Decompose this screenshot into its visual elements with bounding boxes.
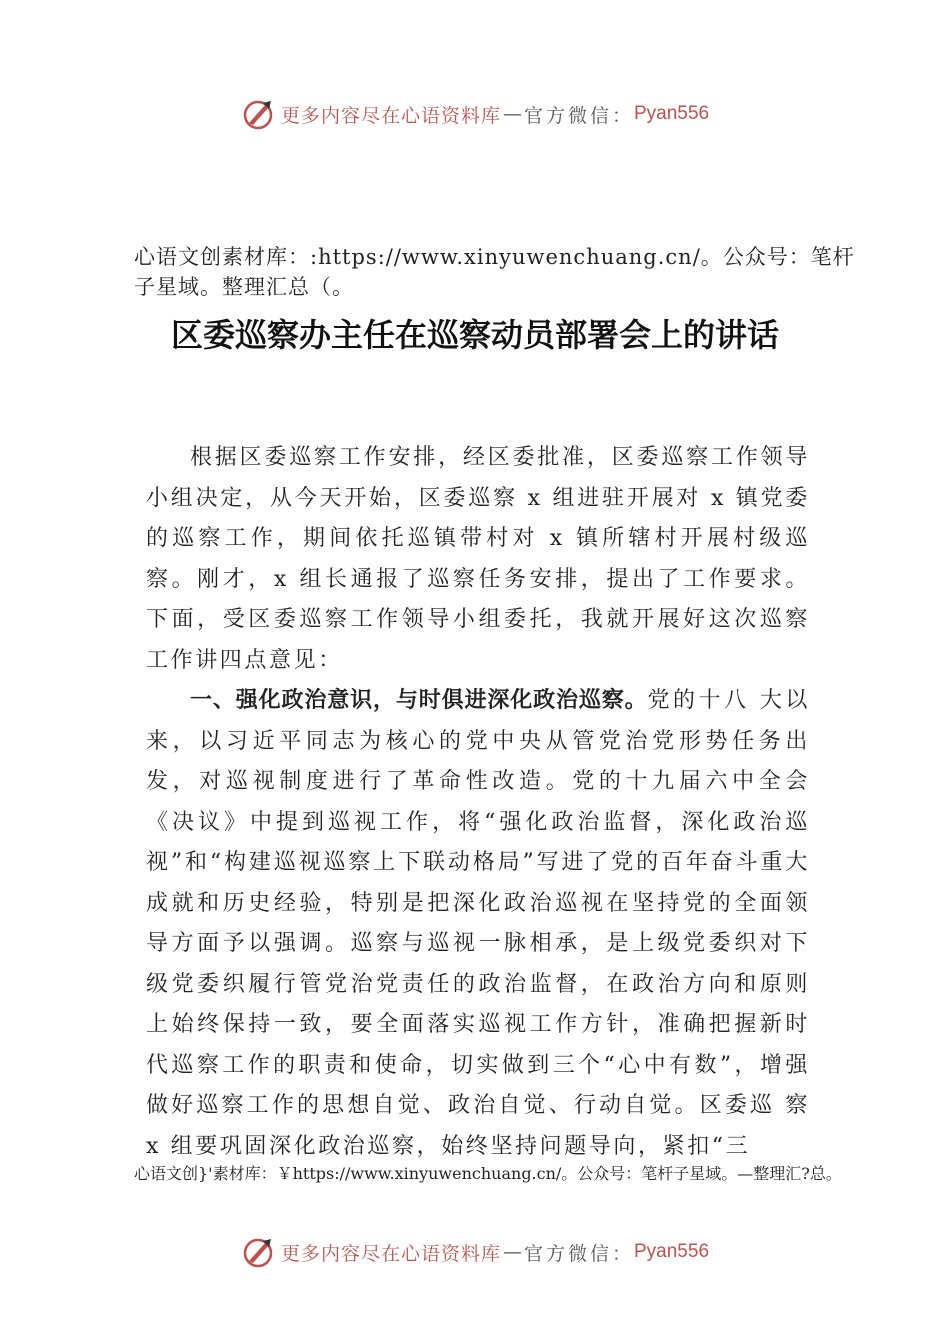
paragraph-point-one	[146, 681, 810, 1167]
document-body	[146, 438, 810, 1167]
banner-label: 官方微信：	[523, 1242, 634, 1265]
section-heading: 一、强化政治意识，与时俱进深化政治巡察。	[190, 688, 648, 713]
footer-banner	[0, 1232, 950, 1272]
banner-brand: 更多内容尽在心语资料库	[280, 104, 501, 127]
source-note-bottom: 心语文创}'素材库：￥https://www.xinyuwenchuang.cn/。公众号：笔杆子星域。—整理汇?总。	[134, 1164, 842, 1183]
paragraph-intro: 根据区委巡察工作安排，经区委批准，区委巡察工作领导小组决定，从今天开始，区委巡察 x 组进驻开展对 x 镇党委的巡察工作，期间依托巡镇带村对 x 镇所辖村开展村级巡察。刚才，x 组长通报了巡察任务安排，提出了工作要求。下面，受区委巡察工作领导小组委托，我就开展好这次巡察工作讲四点意见：	[146, 445, 810, 673]
banner-dash: —	[502, 1241, 522, 1263]
pen-logo-icon	[241, 97, 275, 131]
banner-label: 官方微信：	[523, 104, 634, 127]
section-text: 党的十八 大以来，以习近平同志为核心的党中央从管党治党形势任务出发，对巡视制度进行了革命性改造。党的十九届六中全会《决议》中提到巡视工作，将“强化政治监督，深化政治巡视”和“构建巡视巡察上下联动格局”写进了党的百年奋斗重大成就和历史经验，特别是把深化政治巡视在坚持党的全面领导方面予以强调。巡察与巡视一脉相承，是上级党委织对下级党委织履行管党治党责任的政治监督，在政治方向和原则上始终保持一致，要全面落实巡视工作方针，准确把握新时代巡察工作的职责和使命，切实做到三个“心中有数”，增强做好巡察工作的思想自觉、政治自觉、行动自觉。区委巡 察 x 组要巩固深化政治巡察，始终坚持问题导向，紧扣“三	[146, 688, 810, 1159]
banner-wechat-id: Pyan556	[634, 103, 710, 124]
page-title: 区委巡察办主任在巡察动员部署会上的讲话	[170, 316, 779, 354]
banner-dash: —	[502, 103, 522, 125]
header-banner	[0, 94, 950, 134]
banner-wechat-id: Pyan556	[634, 1241, 710, 1262]
pen-logo-icon	[241, 1235, 275, 1269]
source-note-top: 心语文创素材库：:https://www.xinyuwenchuang.cn/。公众号：笔杆子星域。整理汇总（。	[134, 245, 855, 299]
banner-brand: 更多内容尽在心语资料库	[280, 1242, 501, 1265]
